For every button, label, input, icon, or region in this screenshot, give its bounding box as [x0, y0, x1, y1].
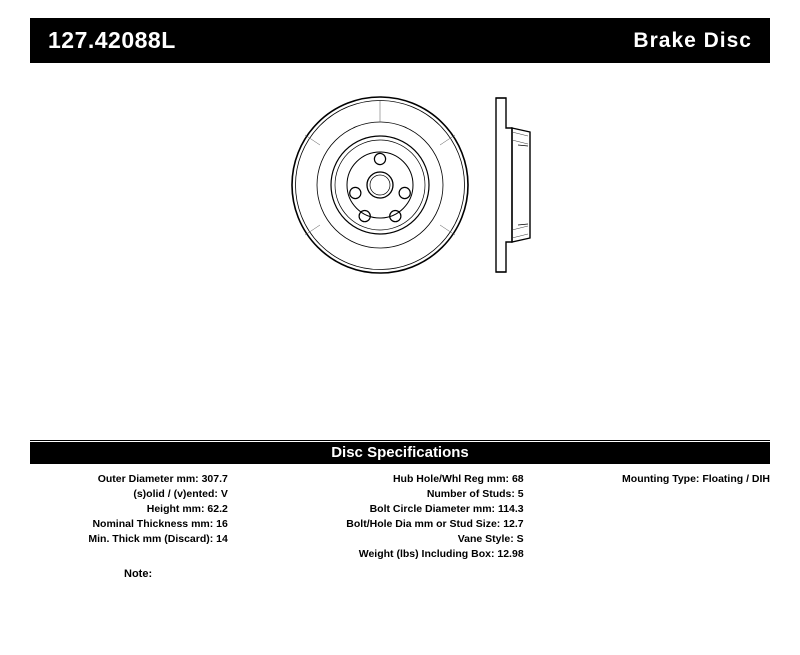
spec-item: Bolt Circle Diameter mm: 114.3 [369, 503, 524, 515]
spec-item: Height mm: 62.2 [146, 503, 228, 515]
technical-drawing [30, 70, 770, 420]
spec-item: Hub Hole/Whl Reg mm: 68 [392, 473, 524, 485]
spec-item: Number of Studs: 5 [426, 488, 524, 500]
spec-title-bar [30, 441, 770, 465]
note-label: Note: [124, 568, 153, 580]
product-header-bar [30, 18, 770, 63]
rotor-face-view [292, 97, 468, 273]
spec-columns [30, 465, 770, 562]
spec-item: Weight (lbs) Including Box: 12.98 [358, 548, 524, 560]
spec-item: Bolt/Hole Dia mm or Stud Size: 12.7 [346, 518, 524, 530]
spec-item: (s)olid / (v)ented: V [133, 488, 228, 500]
spec-item: Vane Style: S [457, 533, 524, 545]
spec-item: Mounting Type: Floating / DIH [622, 473, 770, 485]
part-number: 127.42088L [48, 27, 176, 53]
spec-column-left [30, 472, 232, 562]
product-type-label: Brake Disc [633, 28, 752, 52]
disc-specifications [30, 440, 770, 580]
spec-column-middle [232, 472, 528, 562]
rotor-section-view [496, 98, 530, 272]
spec-item: Min. Thick mm (Discard): 14 [88, 533, 228, 545]
spec-item: Outer Diameter mm: 307.7 [97, 473, 228, 485]
spec-column-right [528, 472, 770, 562]
spec-title: Disc Specifications [331, 444, 469, 461]
spec-item: Nominal Thickness mm: 16 [92, 518, 228, 530]
